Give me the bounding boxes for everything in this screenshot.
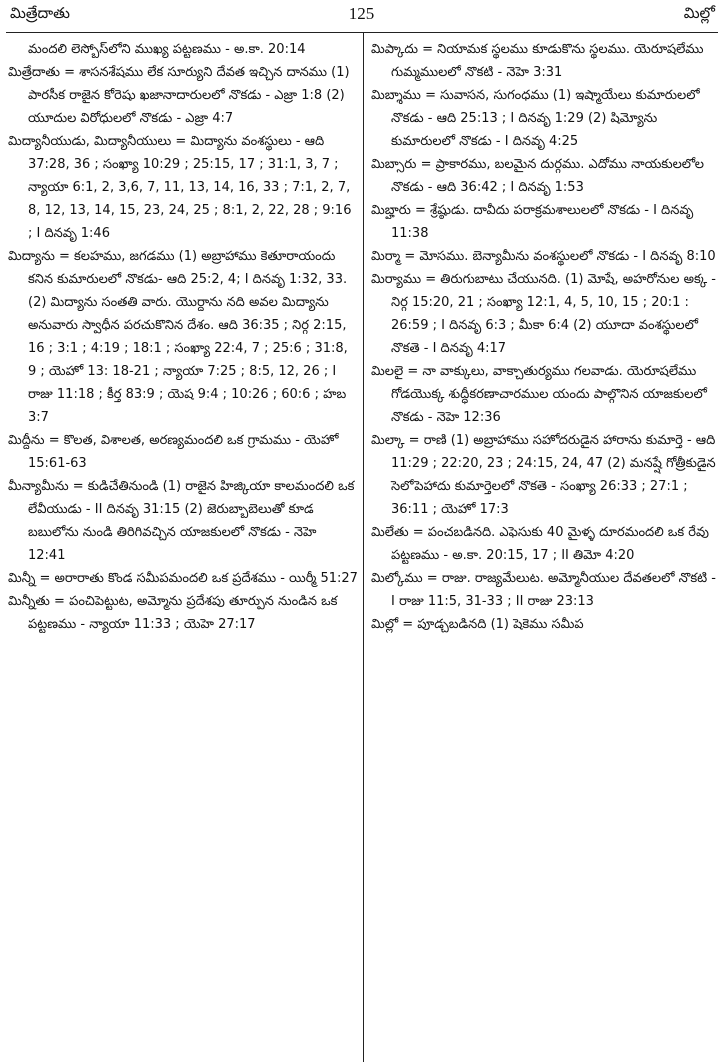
header-rule xyxy=(6,32,718,33)
dictionary-entry: మిద్యానీయుడు, మిద్యానీయులు = మిద్యాను వంశస్థులు - ఆది 37:28, 36 ; సంఖ్యా 10:29 ; 25:15, 17 ; 31:1, 3, 7 ; న్యాయా 6:1, 2, 3,6, 7, 11, 13, 14, 16, 33 ; 7:1, 2, 7, 8, 12, 13, 14, 15, 23, 24, 25 ; 8:1, 2, 22, 28 ; 9:16 ; I దినవృ 1:46 xyxy=(8,134,352,241)
dictionary-entry: మిబ్హారు = శ్రేష్ఠుడు. దావీదు పరాక్రమశాలులలో నొకడు - I దినవృ 11:38 xyxy=(371,203,694,241)
dictionary-entry: మిల్కా = రాణి (1) అబ్రాహాము సహోదరుడైన హారాను కుమార్తె - ఆది 11:29 ; 22:20, 23 ; 24:15, 24, 47 (2) మనష్షే గోత్రీకుడైన సెలోపెహాదు కుమార్తెలలో నొకతె - సంఖ్యా 26:33 ; 27:1 ; 36:11 ; యెహో 17:3 xyxy=(371,433,716,517)
dictionary-entry: మందలి లెస్బోస్‌లోని ముఖ్య పట్టణము - అ.కా. 20:14 xyxy=(28,42,306,57)
header-right-keyword: మిల్లో xyxy=(683,4,715,22)
dictionary-entry: మిప్కాదు = నియామక స్థలము కూడుకొను స్థలము. యెరూషలేము గుమ్మములలో నొకటి - నెహె 3:31 xyxy=(371,42,704,80)
dictionary-entry: మీన్యామీను = కుడిచేతినుండి (1) రాజైన హిజ్కియా కాలమందలి ఒక లేవీయుడు - II దినవృ 31:15 (2) జెరుబ్బాబెలుతో కూడ బబులోను నుండి తిరిగివచ్చిన యాజకులలో నొకడు - నెహె 12:41 xyxy=(8,479,355,563)
dictionary-entry: మిర్మా = మోసము. బెన్యామీను వంశస్థులలో నొకడు - I దినవృ 8:10 xyxy=(371,249,716,264)
dictionary-entry: మిబ్సారు = ప్రాకారము, బలమైన దుర్గము. ఎదోము నాయకులలోల నొకడు - ఆది 36:42 ; I దినవృ 1:53 xyxy=(371,157,704,195)
dictionary-entry: మిల్కోము = రాజు. రాజ్యమేలుట. అమ్మోనీయుల దేవతలలో నొకటి - I రాజు 11:5, 31-33 ; II రాజు 23:13 xyxy=(371,571,717,609)
dictionary-entry: మిలలై = నా వాక్కులు, వాక్చాతుర్యము గలవాడు. యెరూషలేము గోడయొక్క శుద్ధీకరణాచారముల యందు పాల్గొనిన యాజకులలో నొకడు - నెహె 12:36 xyxy=(371,364,707,425)
left-column xyxy=(8,38,358,636)
dictionary-entry: మిద్యాను = కలహము, జగడము (1) అబ్రాహాము కెతూరాయందు కనిన కుమారులలో నొకడు- ఆది 25:2, 4; I దినవృ 1:32, 33. (2) మిద్యాను సంతతి వారు. యొర్దాను నది అవల మిద్యాను అనువారు స్వాధీన పరచుకొనిన దేశం. ఆది 36:35 ; నిర్గ 2:15, 16 ; 3:1 ; 4:19 ; 18:1 ; సంఖ్యా 22:4, 7 ; 25:6 ; 31:8, 9 ; యెహో 13: 18-21 ; న్యాయా 7:25 ; 8:5, 12, 26 ; I రాజు 11:18 ; కీర్త 83:9 ; యెష 9:4 ; 10:26 ; 60:6 ; హబ 3:7 xyxy=(8,249,348,425)
dictionary-entry: మిన్నీతు = పంచిపెట్టుట, అమ్మోను ప్రదేశపు తూర్పున నుండిన ఒక పట్టణము - న్యాయా 11:33 ; యెహె 27:17 xyxy=(8,594,338,632)
dictionary-entry: మిద్దీను = కొలత, విశాలత, అరణ్యమందలి ఒక గ్రామము - యెహో 15:61-63 xyxy=(8,433,339,471)
dictionary-entry: మిత్రేదాతు = శాసనశేషము లేక సూర్యుని దేవత ఇచ్చిన దానము (1) పారసీక రాజైన కోరెషు ఖజానాదారులలో నొకడు - ఎజ్రా 1:8 (2) యూదుల విరోధులలో నొకడు - ఎజ్రా 4:7 xyxy=(8,65,350,126)
dictionary-entry: మిర్యాము = తిరుగుబాటు చేయునది. (1) మోషే, అహరోనుల అక్క - నిర్గ 15:20, 21 ; సంఖ్యా 12:1, 4, 5, 10, 15 ; 20:1 : 26:59 ; I దినవృ 6:3 ; మీకా 6:4 (2) యూదా వంశస్థులలో నొకతె - I దినవృ 4:17 xyxy=(371,272,716,356)
column-divider xyxy=(363,32,364,1062)
right-column xyxy=(371,38,717,636)
dictionary-entry: మిలేతు = పంచబడినది. ఎఫెసుకు 40 మైళ్ళ దూరమందలి ఒక రేవు పట్టణము - అ.కా. 20:15, 17 ; II తిమో 4:20 xyxy=(371,525,709,563)
dictionary-entry: మిబ్శాము = సువాసన, సుగంధము (1) ఇష్మాయేలు కుమారులలో నొకడు - ఆది 25:13 ; I దినవృ 1:29 (2) షిమ్యోను కుమారులలో నొకడు - I దినవృ 4:25 xyxy=(371,88,700,149)
page-header xyxy=(0,0,723,30)
page-number: 125 xyxy=(348,4,375,23)
dictionary-entry: మిల్లో = పూడ్చబడినది (1) షెకెము సమీప xyxy=(371,617,584,632)
header-left-keyword: మిత్రేదాతు xyxy=(10,4,71,22)
dictionary-entry: మిన్నీ = అరారాతు కొండ సమీపమందలి ఒక ప్రదేశము - యిర్మీ 51:27 xyxy=(8,571,358,586)
